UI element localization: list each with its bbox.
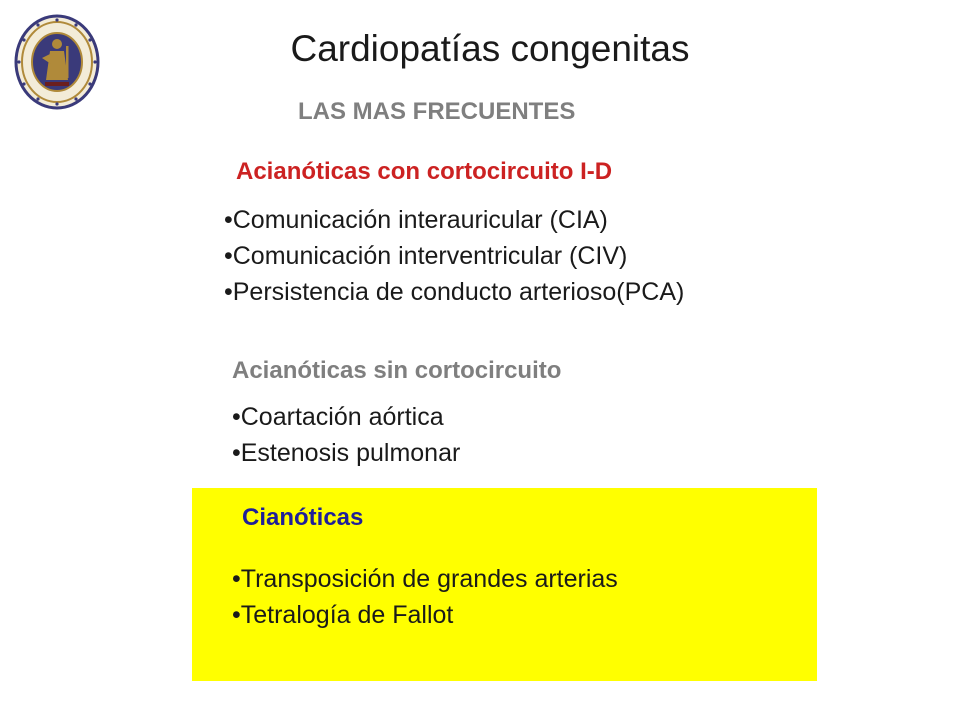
section-heading-cyanotic: Cianóticas — [242, 504, 364, 531]
list-item: •Comunicación interauricular (CIA) — [224, 206, 608, 234]
list-item: •Coartación aórtica — [232, 403, 444, 431]
section-heading-acyanotic-no-shunt: Acianóticas sin cortocircuito — [232, 357, 562, 384]
list-item: •Transposición de grandes arterias — [232, 565, 618, 593]
list-acyanotic-no-shunt — [232, 399, 460, 471]
slide-title: Cardiopatías congenitas — [290, 28, 690, 69]
list-item: •Comunicación interventricular (CIV) — [224, 242, 628, 270]
list-item: •Persistencia de conducto arterioso(PCA) — [224, 278, 685, 306]
list-cyanotic — [232, 561, 618, 633]
list-acyanotic-shunt — [224, 202, 684, 310]
slide-subtitle: LAS MAS FRECUENTES — [298, 98, 576, 125]
list-item: •Estenosis pulmonar — [232, 439, 461, 467]
list-item: •Tetralogía de Fallot — [232, 601, 454, 629]
university-seal-icon — [14, 14, 100, 110]
section-heading-acyanotic-shunt: Acianóticas con cortocircuito I-D — [236, 158, 613, 185]
